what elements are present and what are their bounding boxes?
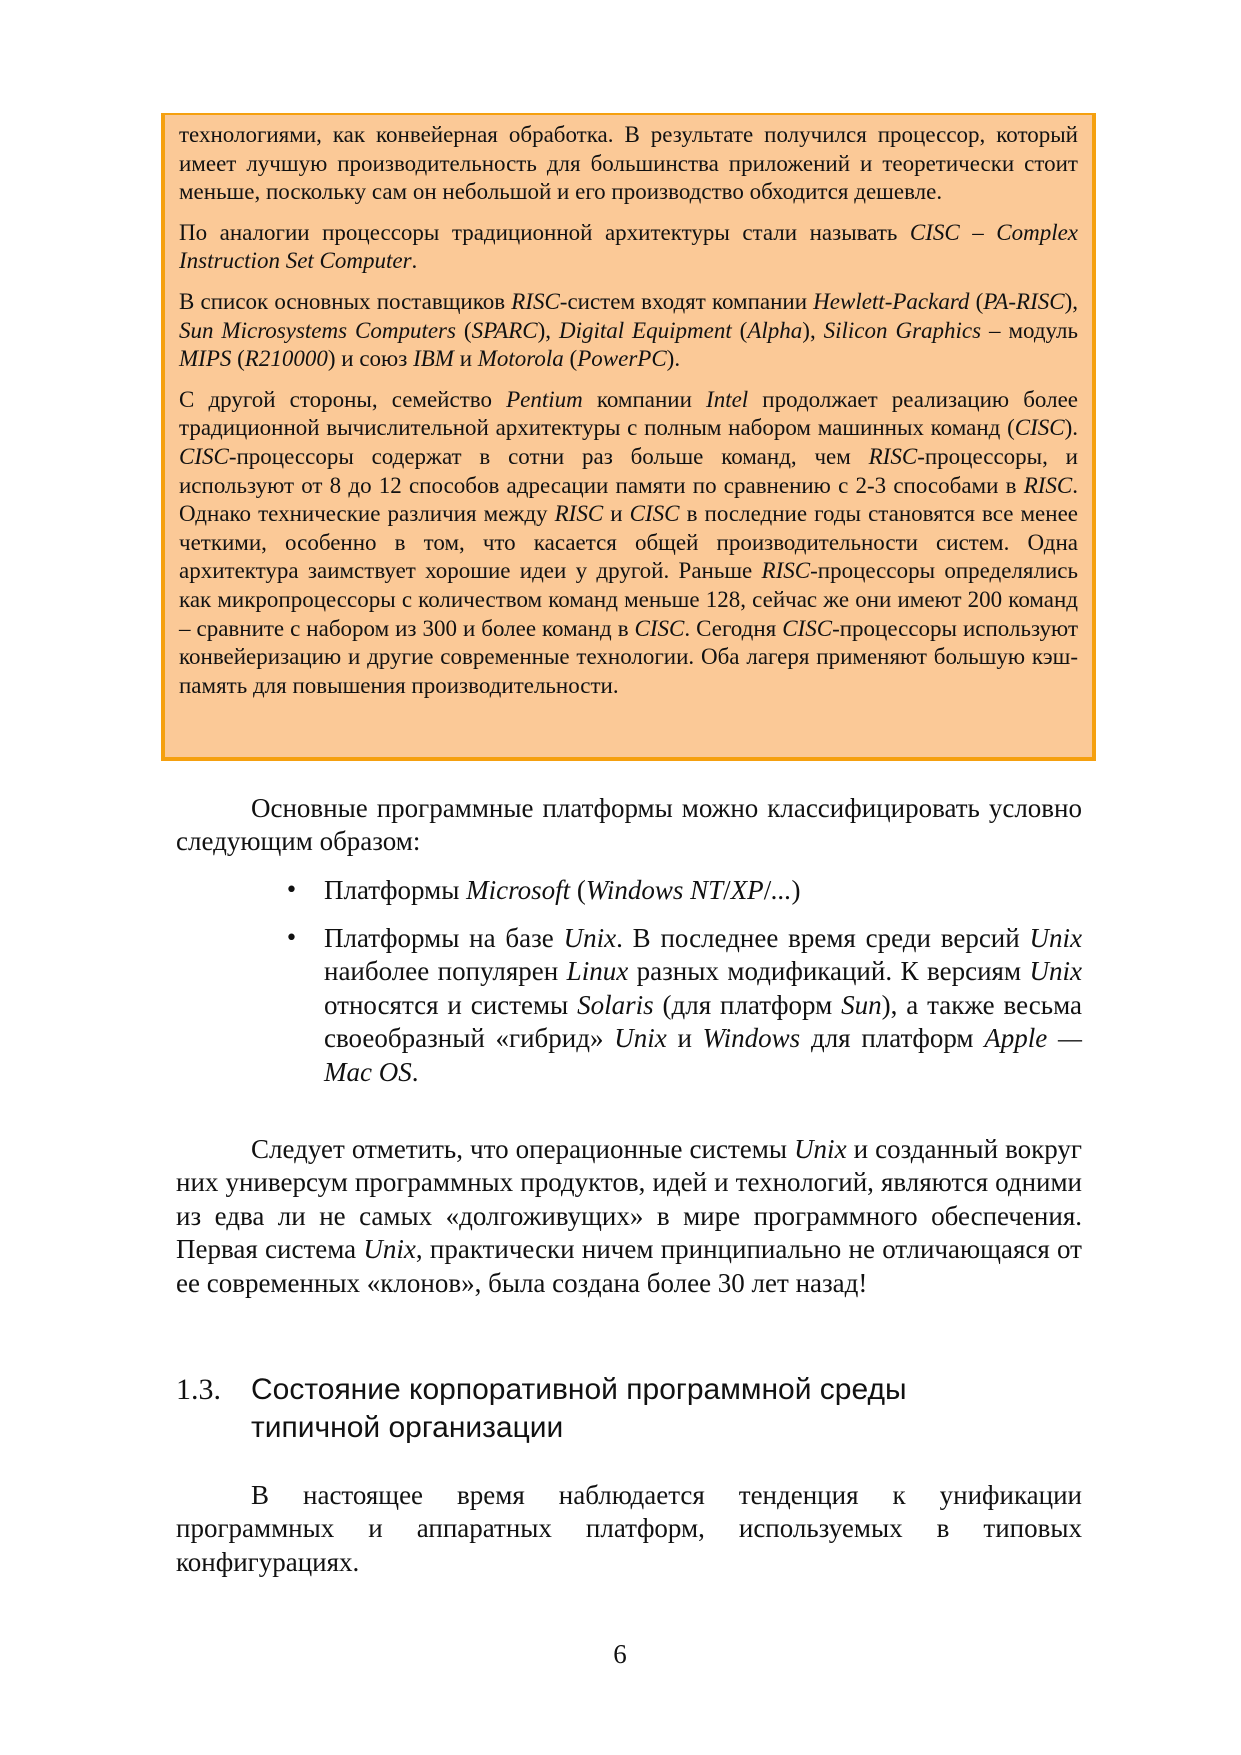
page-number: 6 bbox=[613, 1639, 627, 1669]
section-title: Состояние корпоративной программной среды типичной организации bbox=[251, 1373, 907, 1444]
list-item-microsoft: • Платформы Microsoft (Windows NT/XP/...) bbox=[324, 874, 1082, 907]
bullet-marker: • bbox=[285, 878, 298, 903]
intro-paragraph: Основные программные платформы можно классифицировать условно следующим образом: bbox=[176, 793, 1082, 857]
final-paragraph: В настоящее время наблюдается тенденция к унификации программных и аппаратных платформ, используемых в типовых конфигурациях. bbox=[176, 1480, 1082, 1577]
note-paragraph-risc-result: технологиями, как конвейерная обработка. В результате получился процессор, который имеет лучшую производительность для большинства приложений и теоретически стоит меньше, поскольку сам он небольшой и его производство обходится дешевле. bbox=[179, 122, 1078, 205]
highlighted-note-box bbox=[161, 113, 1096, 761]
note-paragraph-cisc-comparison: С другой стороны, семейство Pentium компании Intel продолжает реализацию более традиционной вычислительной архитектуры с полным набором машинных команд (CISC). CISC-процессоры содержат в сотни раз больше команд, чем RISC-процессоры, и используют от 8 до 12 способов адресации памяти по сравнению с 2-3 способами в RISC. Однако технические различия между RISC и CISC в последние годы становятся все менее четкими, особенно в том, что касается общей производительности систем. Одна архитектура заимствует хорошие идеи у другой. Раньше RISC-процессоры определялись как микропроцессоры с количеством команд меньше 128, сейчас же они имеют 200 команд – сравните с набором из 300 и более команд в CISC. Сегодня CISC-процессоры используют конвейеризацию и другие современные технологии. Оба лагеря применяют большую кэш-память для повышения производительности. bbox=[179, 386, 1078, 698]
note-paragraph-cisc-definition: По аналогии процессоры традиционной архитектуры стали называть CISC – Complex Instruction Set Computer. bbox=[179, 219, 1078, 274]
unix-paragraph: Следует отметить, что операционные системы Unix и созданный вокруг них универсум программных продуктов, идей и технологий, являются одними из едва ли не самых «долгоживущих» в мире программного обеспечения. Первая система Unix, практически ничем принципиально не отличающаяся от ее современных «клонов», была создана более 30 лет назад! bbox=[176, 1134, 1082, 1298]
list-item-unix: • Платформы на базе Unix. В последнее время среди версий Unix наиболее популярен Linux разных модификаций. К версиям Unix относятся и системы Solaris (для платформ Sun), а также весьма своеобразный «гибрид» Unix и Windows для платформ Apple — Mac OS. bbox=[285, 923, 1082, 1087]
section-number: 1.3. bbox=[176, 1373, 221, 1406]
bullet-marker: • bbox=[285, 926, 298, 951]
note-paragraph-risc-vendors: В список основных поставщиков RISC-систем входят компании Hewlett-Packard (PA-RISC), Sun Microsystems Computers (SPARC), Digital Equipment (Alpha), Silicon Graphics – модуль MIPS (R210000) и союз IBM и Motorola (PowerPC). bbox=[179, 288, 1079, 372]
